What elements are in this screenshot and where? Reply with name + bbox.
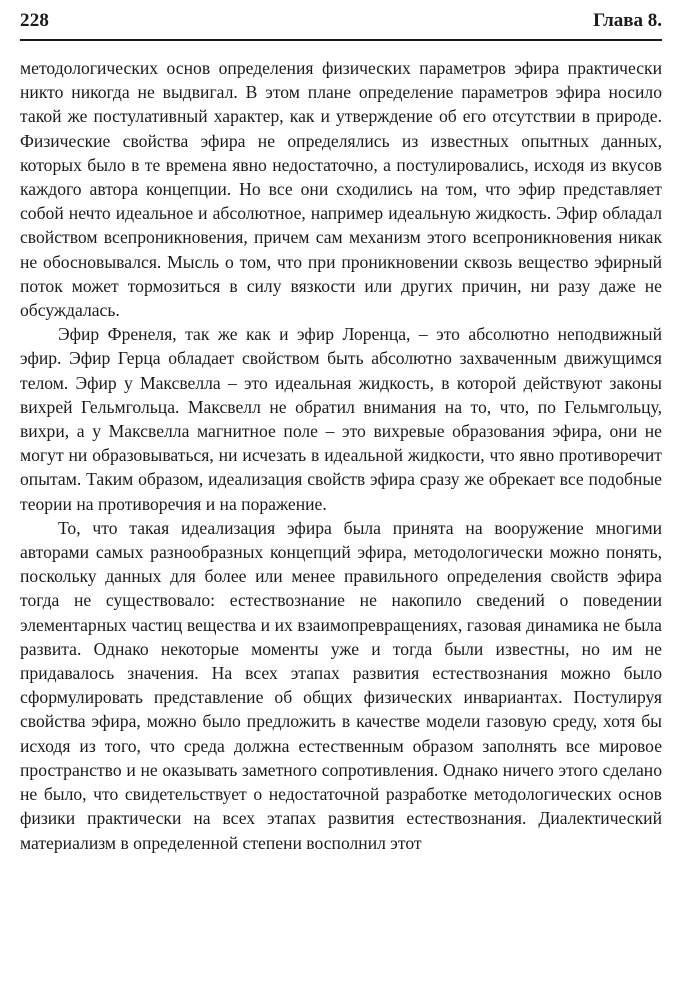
paragraph-1: методологических основ определения физических параметров эфира практически никто никогда не выдвигал. В этом плане определение параметров эфира носило такой же постулативный характер, как и утверждение об его отсутствии в природе. Физические свойства эфира не определялись из известных опытных данных, которых было в те времена явно недостаточно, а постулировались, исходя из вкусов каждого автора концепции. Но все они сходились на том, что эфир представляет собой нечто идеальное и абсолютное, например идеальную жидкость. Эфир обладал свойством всепроникновения, причем сам механизм этого всепроникновения никак не обосновывался. Мысль о том, что при проникновении сквозь вещество эфирный поток может тормозиться в силу вязкости или других причин, ни разу даже не обсуждалась. xyxy=(20,58,662,321)
paragraph-2: Эфир Френеля, так же как и эфир Лоренца, – это абсолютно неподвижный эфир. Эфир Герца обладает свойством быть абсолютно захваченным движущимся телом. Эфир у Максвелла – это идеальная жидкость, в которой действуют законы вихрей Гельмгольца. Максвелл не обратил внимания на то, что, по Гельмгольцу, вихри, а у Максвелла магнитное поле – это вихревые образования эфира, они не могут ни образовываться, ни исчезать в идеальной жидкости, что явно противоречит опытам. Таким образом, идеализация свойств эфира сразу же обрекает все подобные теории на противоречия и на поражение. xyxy=(20,324,662,514)
chapter-title: Глава 8. xyxy=(593,10,662,31)
paragraph-3: То, что такая идеализация эфира была принята на вооружение многими авторами самых разнообразных концепций эфира, методологически можно понять, поскольку данных для более или менее правильного определения свойств эфира тогда не существовало: естествознание не накопило сведений о поведении элементарных частиц вещества и их взаимопревращениях, газовая динамика не была развита. Однако некоторые моменты уже и тогда были известны, но им не придавалось значения. На всех этапах развития естествознания можно было сформулировать представление об общих физических инвариантах. Постулируя свойства эфира, можно было предложить в качестве модели газовую среду, хотя бы исходя из того, что среда должна естественным образом заполнять все мировое пространство и не оказывать заметного сопротивления. Однако ничего этого сделано не было, что свидетельствует о недостаточной разработке методологических основ физики практически на всех этапах развития естествознания. Диалектический материализм в определенной степени восполнил этот xyxy=(20,517,662,853)
header-rule xyxy=(20,39,662,41)
body-text xyxy=(20,56,662,855)
running-header xyxy=(20,10,662,38)
page-number: 228 xyxy=(20,10,50,31)
